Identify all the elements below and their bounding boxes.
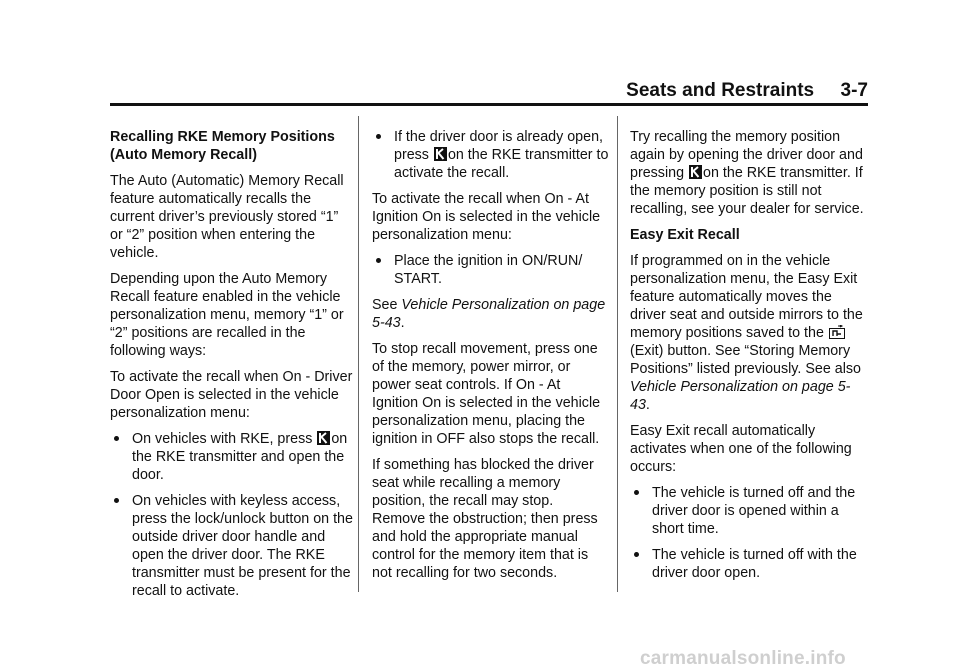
paragraph: To stop recall movement, press one of the memory, power mirror, or power seat controls. If On - At Ignition On is selected in the vehicle personalization menu, placing the ignition in OFF also stops the recall.: [372, 341, 601, 447]
bullet-icon: [114, 436, 119, 441]
bullet-icon: [376, 258, 381, 263]
bullet-item: On vehicles with RKE, press on the RKE transmitter and open the door.: [110, 430, 354, 484]
column-left: [110, 128, 354, 608]
section-heading-easy-exit: Easy Exit Recall: [630, 227, 740, 243]
unlock-key-icon: [317, 431, 330, 445]
page-header: [110, 80, 868, 102]
cross-reference-link: Vehicle Personalization on page 5-43: [630, 379, 851, 413]
bullet-item: The vehicle is turned off with the driver door open.: [630, 546, 868, 582]
paragraph: Depending upon the Auto Memory Recall feature enabled in the vehicle personalization menu, memory “1” or “2” positions are recalled in the following ways:: [110, 271, 344, 359]
section-title: Seats and Restraints: [626, 80, 815, 101]
bullet-icon: [634, 552, 639, 557]
paragraph: If something has blocked the driver seat while recalling a memory position, the recall may stop. Remove the obstruction; then press and hold the appropriate manual control for the memory item that is not recalling for two seconds.: [372, 457, 598, 581]
paragraph: To activate the recall when On - At Ignition On is selected in the vehicle personalization menu:: [372, 191, 601, 243]
cross-reference-link: Vehicle Personalization on page 5-43: [372, 297, 606, 331]
see-reference: See Vehicle Personalization on page 5-43.: [372, 297, 606, 331]
bullet-item: If the driver door is already open, press on the RKE transmitter to activate the recall.: [372, 128, 610, 182]
bullet-item: Place the ignition in ON/RUN/ START.: [372, 252, 610, 288]
bullet-icon: [634, 490, 639, 495]
bullet-item: On vehicles with keyless access, press the lock/unlock button on the outside driver door handle and open the driver door. The RKE transmitter must be present for the recall to activate.: [110, 492, 354, 600]
header-rule: [110, 103, 868, 106]
paragraph: Easy Exit recall automatically activates when one of the following occurs:: [630, 423, 852, 475]
watermark: carmanualsonline.info: [640, 648, 846, 669]
paragraph: If programmed on in the vehicle personalization menu, the Easy Exit feature automatically moves the driver seat and outside mirrors to the memory positions saved to the (Exit) button. See “Storing Memory Positions” listed previously. See also Vehicle Personalization on page 5-43.: [630, 253, 863, 413]
unlock-key-icon: [434, 147, 447, 161]
bullet-icon: [114, 498, 119, 503]
bullet-icon: [376, 134, 381, 139]
unlock-key-icon: [689, 165, 702, 179]
column-middle: [372, 128, 610, 590]
column-divider-left: [358, 116, 359, 592]
column-right: [630, 128, 868, 590]
paragraph: Try recalling the memory position again by opening the driver door and pressing on the RKE transmitter. If the memory position is still not recalling, see your dealer for service.: [630, 129, 864, 217]
bullet-item: The vehicle is turned off and the driver door is opened within a short time.: [630, 484, 868, 538]
section-heading-rke-memory: Recalling RKE Memory Positions (Auto Memory Recall): [110, 129, 335, 163]
page-number: 3-7: [840, 80, 868, 101]
column-divider-right: [617, 116, 618, 592]
exit-seat-icon: [829, 325, 845, 339]
paragraph: The Auto (Automatic) Memory Recall feature automatically recalls the current driver’s previously stored “1” or “2” position when entering the vehicle.: [110, 173, 344, 261]
paragraph: To activate the recall when On - Driver Door Open is selected in the vehicle personalization menu:: [110, 369, 353, 421]
